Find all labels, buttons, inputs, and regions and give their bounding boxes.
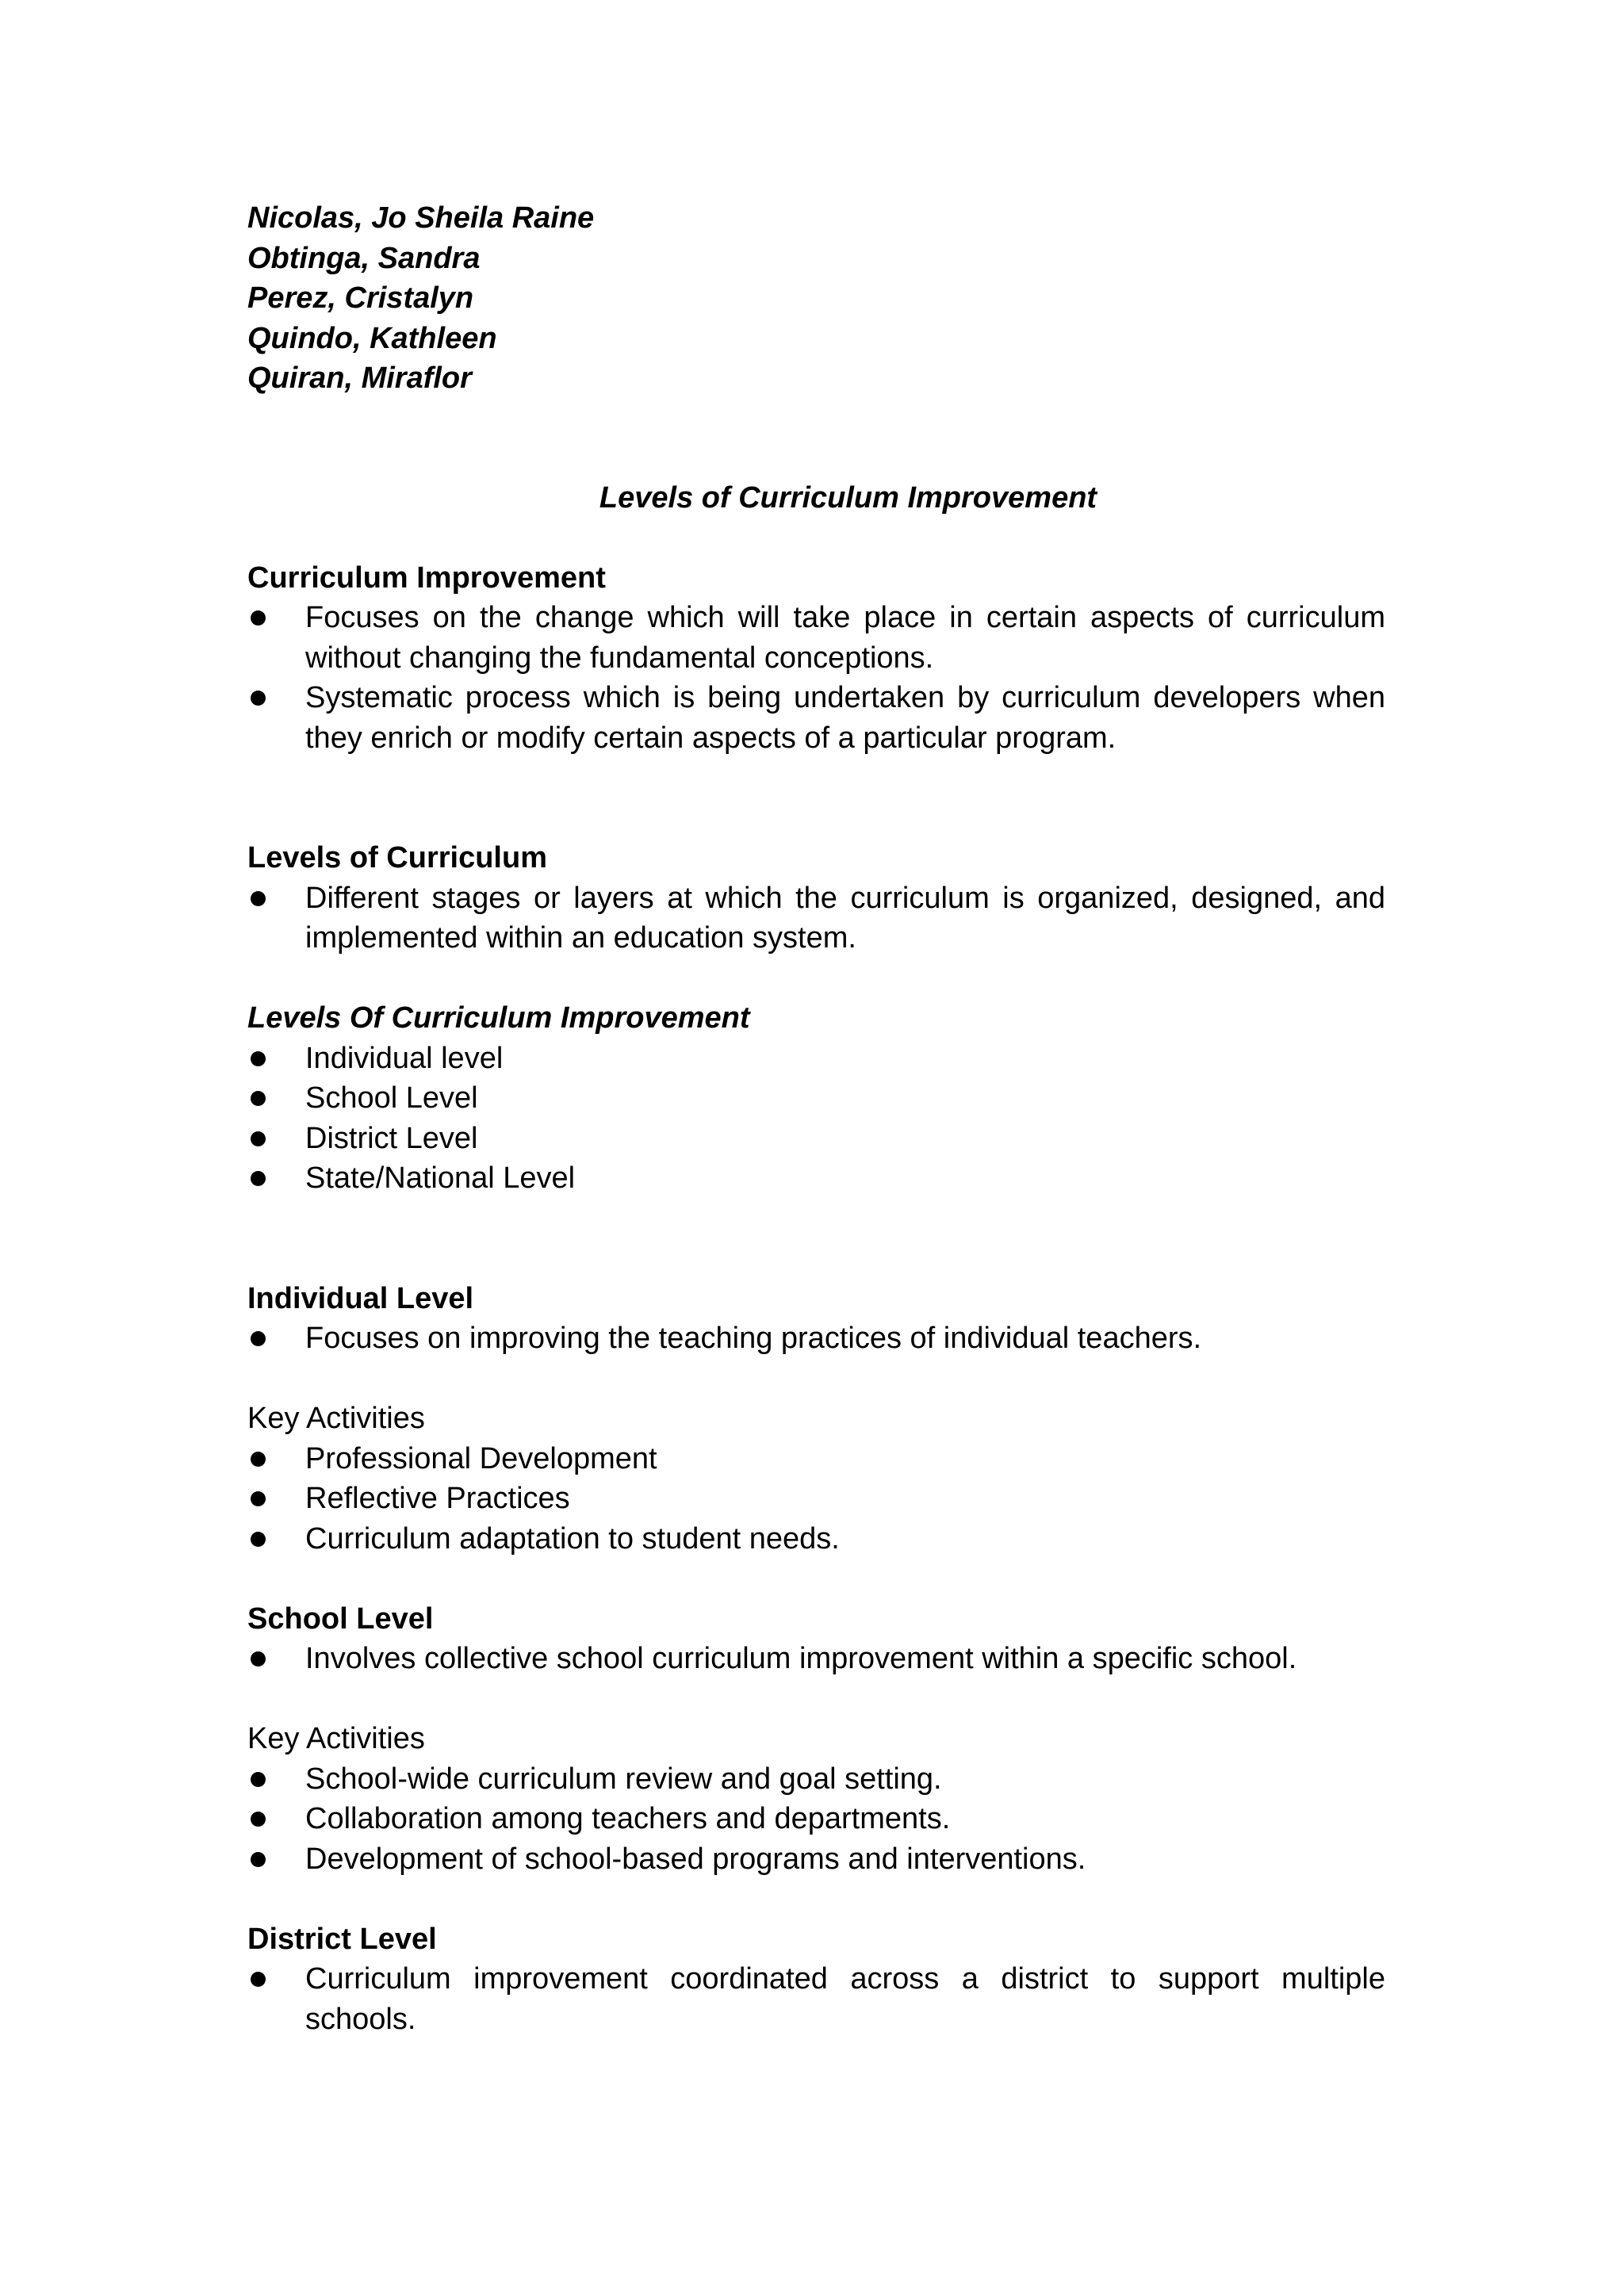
bullet-list xyxy=(247,598,1385,758)
document-title: Levels of Curriculum Improvement xyxy=(599,480,1097,515)
bullet-list xyxy=(247,1639,1385,1679)
section-heading: Levels of Curriculum xyxy=(247,841,547,874)
list-item xyxy=(247,1519,1385,1559)
bullet-icon xyxy=(251,891,266,906)
bullet-icon xyxy=(251,1331,266,1346)
author-name: Nicolas, Jo Sheila Raine xyxy=(247,201,595,235)
list-item-text: Focuses on improving the teaching practices of individual teachers. xyxy=(305,1322,1202,1355)
list-item-text: Curriculum adaptation to student needs. xyxy=(305,1521,840,1556)
list-item xyxy=(247,598,1385,678)
list-item xyxy=(247,1799,1385,1839)
list-item xyxy=(247,1959,1385,2039)
section-heading: Levels Of Curriculum Improvement xyxy=(247,1001,750,1035)
bullet-icon xyxy=(251,691,266,706)
key-activities-label: Key Activities xyxy=(247,1402,425,1435)
list-item-text: Involves collective school curriculum improvement within a specific school. xyxy=(305,1642,1297,1675)
list-item xyxy=(247,878,1385,959)
section-heading: District Level xyxy=(247,1922,437,1956)
bullet-icon xyxy=(251,1452,266,1467)
list-item-text: School Level xyxy=(305,1081,478,1115)
bullet-icon xyxy=(251,610,266,626)
document-page xyxy=(247,198,1385,2039)
list-item-text: School-wide curriculum review and goal setting. xyxy=(305,1762,942,1796)
section-heading: Individual Level xyxy=(247,1281,474,1315)
list-item-text: Reflective Practices xyxy=(305,1482,570,1515)
bullet-list xyxy=(247,1959,1385,2039)
author-name: Obtinga, Sandra xyxy=(247,241,481,275)
section-district-level xyxy=(247,1919,1385,2040)
list-item-text: Professional Development xyxy=(305,1441,657,1475)
list-item xyxy=(247,1839,1385,1880)
list-item xyxy=(247,1078,1385,1119)
author-list xyxy=(247,198,1385,399)
bullet-icon xyxy=(251,1051,266,1066)
section-curriculum-improvement xyxy=(247,558,1385,759)
list-item-text: Collaboration among teachers and departments. xyxy=(305,1802,951,1835)
bullet-list xyxy=(247,1318,1385,1359)
list-item xyxy=(247,1119,1385,1159)
author-name: Perez, Cristalyn xyxy=(247,281,474,315)
list-item xyxy=(247,1439,1385,1479)
section-heading: Curriculum Improvement xyxy=(247,561,606,595)
bullet-list xyxy=(247,1039,1385,1199)
list-item-text: State/National Level xyxy=(305,1161,576,1195)
bullet-icon xyxy=(251,1131,266,1146)
key-activities-list xyxy=(247,1439,1385,1559)
key-activities-list xyxy=(247,1759,1385,1880)
list-item xyxy=(247,1479,1385,1519)
bullet-list xyxy=(247,878,1385,959)
list-item-text: Systematic process which is being undertaken by curriculum developers when they enrich or modify certain aspects of a particular program. xyxy=(305,681,1385,755)
list-item xyxy=(247,1318,1385,1359)
bullet-icon xyxy=(251,1491,266,1506)
section-heading: School Level xyxy=(247,1601,434,1636)
bullet-icon xyxy=(251,1651,266,1667)
list-item xyxy=(247,1158,1385,1199)
list-item-text: Focuses on the change which will take place in certain aspects of curriculum without changing the fundamental conceptions. xyxy=(305,601,1385,675)
list-item-text: District Level xyxy=(305,1121,478,1155)
bullet-icon xyxy=(251,1852,266,1867)
key-activities-label: Key Activities xyxy=(247,1722,425,1755)
bullet-icon xyxy=(251,1812,266,1827)
list-item-text: Individual level xyxy=(305,1041,504,1075)
section-individual-level xyxy=(247,1279,1385,1559)
author-name: Quindo, Kathleen xyxy=(247,321,497,355)
list-item xyxy=(247,1759,1385,1800)
section-levels-of-improvement xyxy=(247,998,1385,1199)
section-school-level xyxy=(247,1599,1385,1880)
list-item-text: Different stages or layers at which the curriculum is organized, designed, and implemented within an education system. xyxy=(305,881,1385,955)
list-item xyxy=(247,678,1385,758)
list-item-text: Development of school-based programs and interventions. xyxy=(305,1842,1086,1876)
bullet-icon xyxy=(251,1091,266,1106)
list-item xyxy=(247,1039,1385,1079)
bullet-icon xyxy=(251,1171,266,1186)
bullet-icon xyxy=(251,1972,266,1987)
bullet-icon xyxy=(251,1532,266,1547)
list-item xyxy=(247,1639,1385,1679)
bullet-icon xyxy=(251,1772,266,1787)
list-item-text: Curriculum improvement coordinated across a district to support multiple schools. xyxy=(305,1962,1385,2036)
section-levels-of-curriculum xyxy=(247,838,1385,959)
author-name: Quiran, Miraflor xyxy=(247,362,472,395)
